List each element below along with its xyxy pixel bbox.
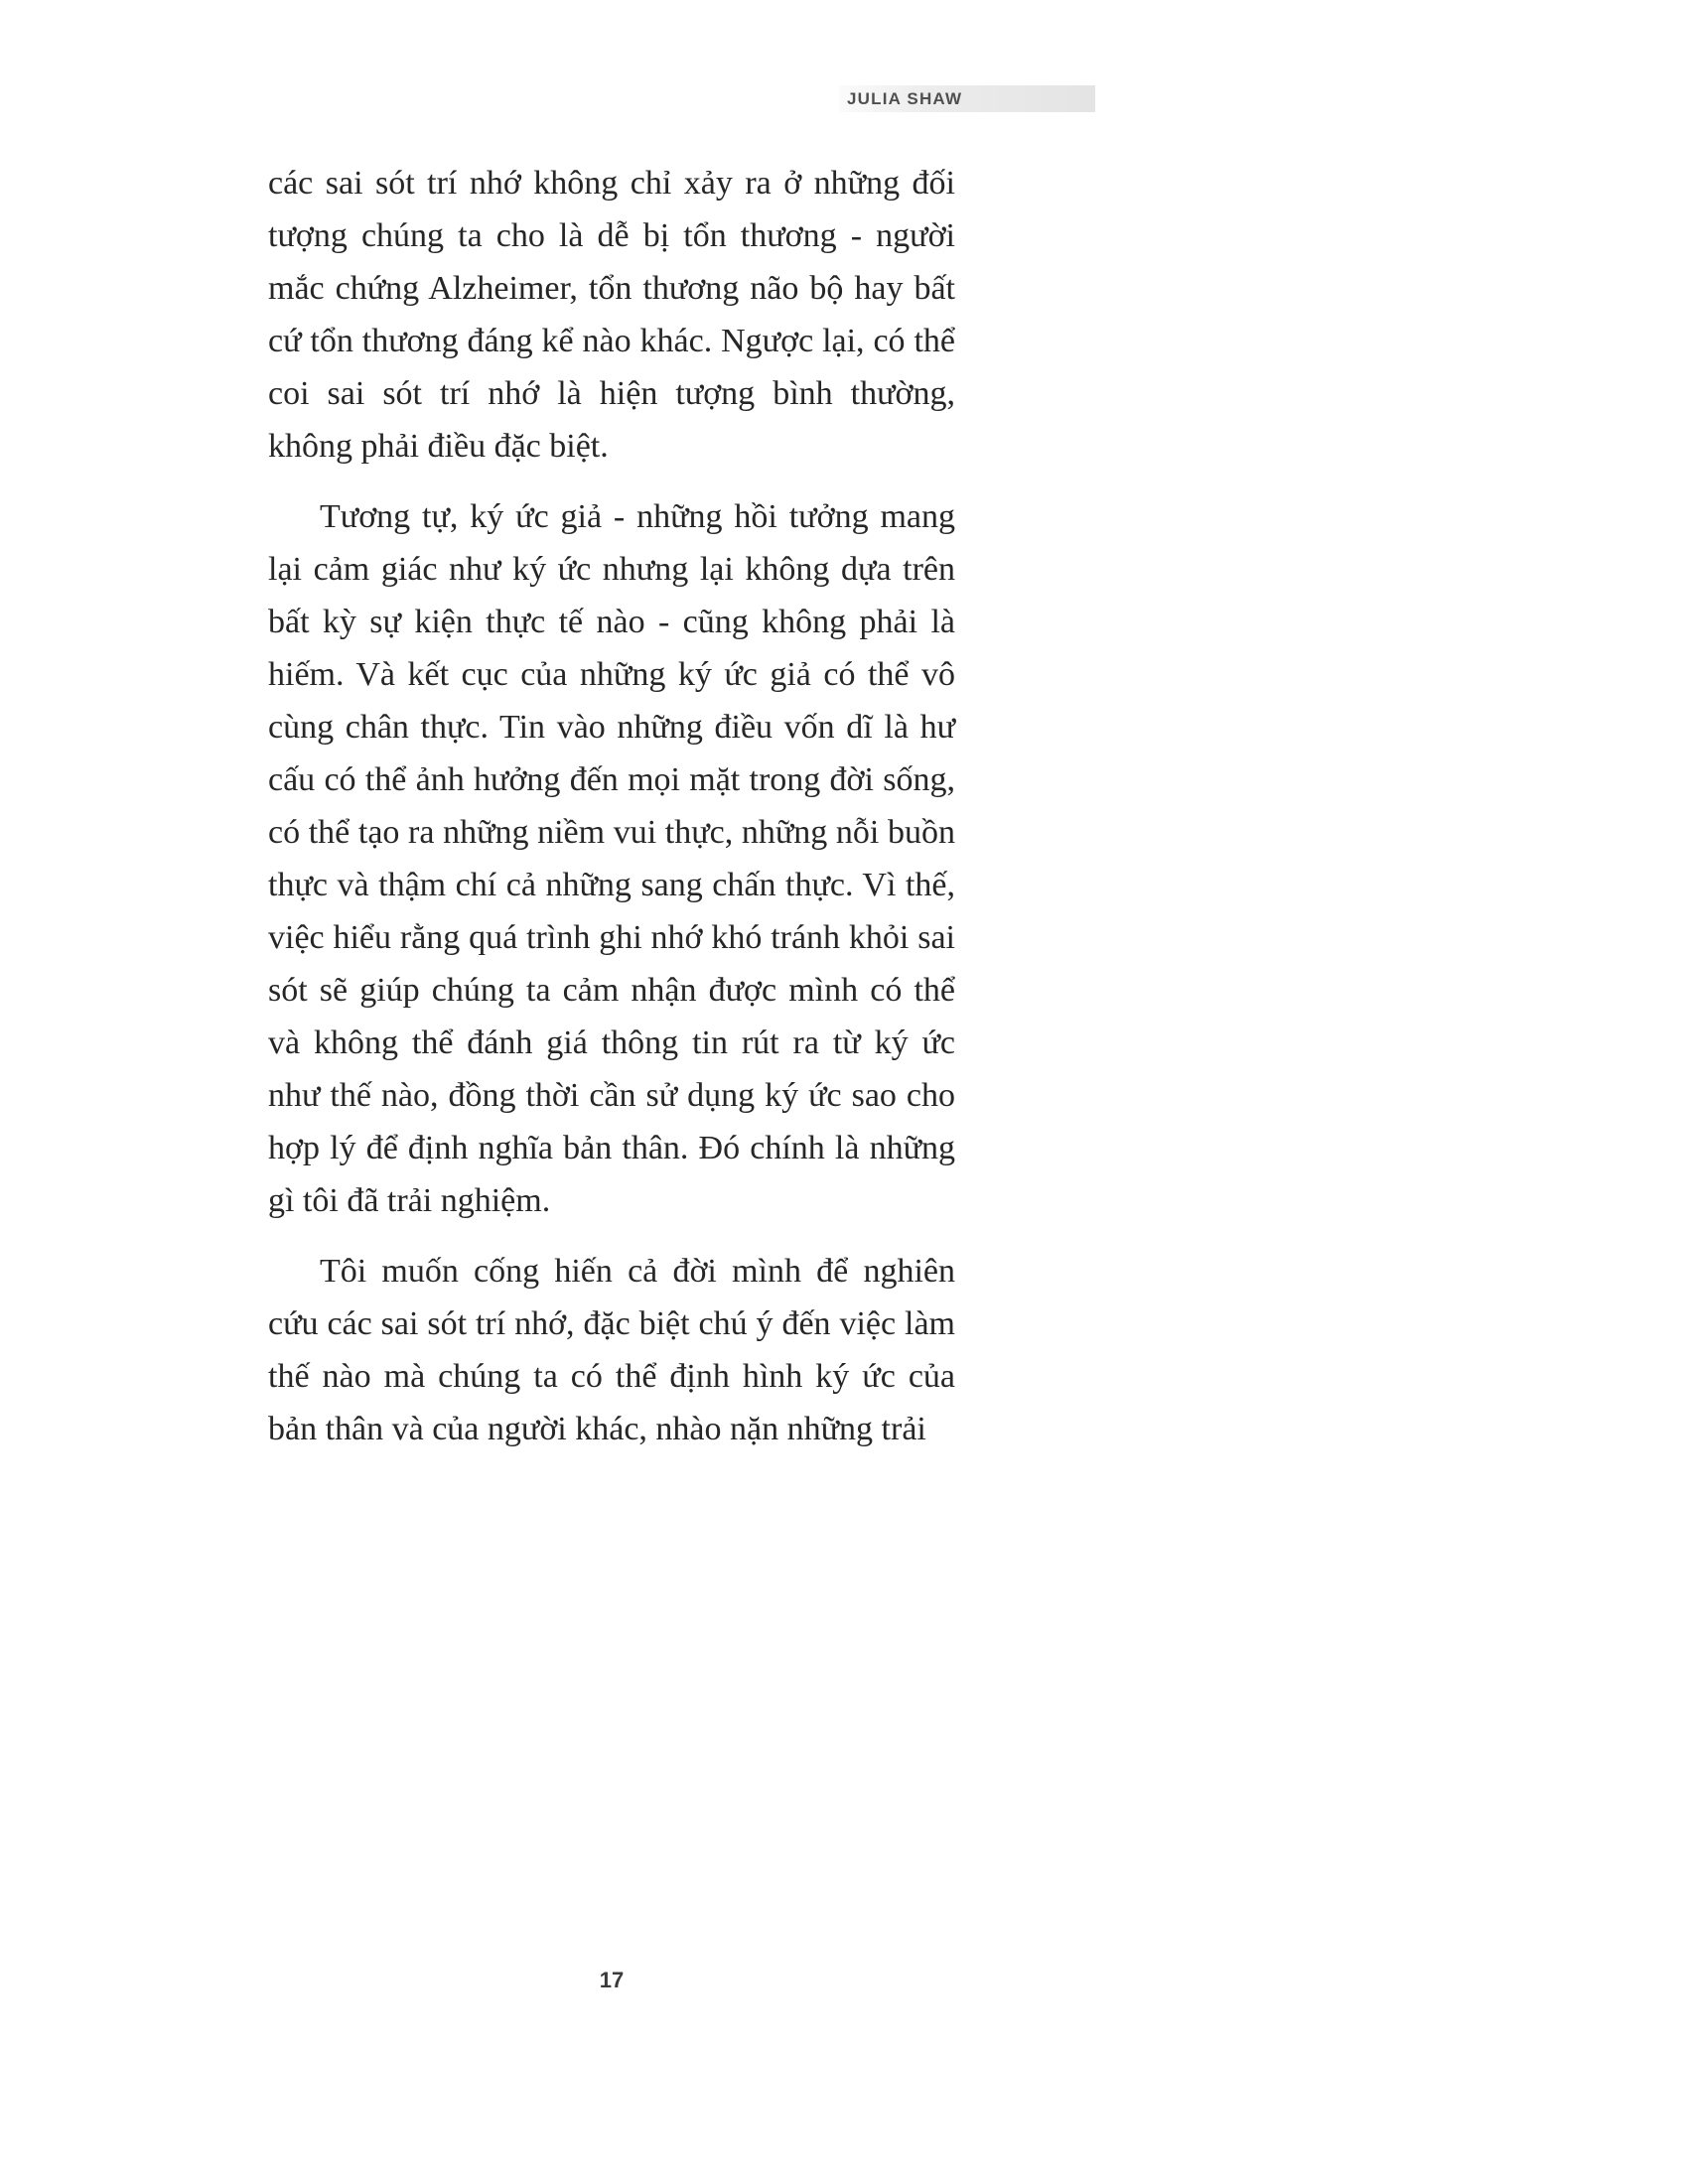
body-text — [268, 157, 955, 1473]
paragraph-3: Tôi muốn cống hiến cả đời mình để nghiên cứu các sai sót trí nhớ, đặc biệt chú ý đến việc làm thế nào mà chúng ta có thể định hình ký ức của bản thân và của người khác, nhào nặn những trải — [268, 1253, 955, 1447]
running-header-bar — [839, 85, 1095, 112]
paragraph-2: Tương tự, ký ức giả - những hồi tưởng mang lại cảm giác như ký ức nhưng lại không dựa trên bất kỳ sự kiện thực tế nào - cũng không phải là hiếm. Và kết cục của những ký ức giả có thể vô cùng chân thực. Tin vào những điều vốn dĩ là hư cấu có thể ảnh hưởng đến mọi mặt trong đời sống, có thể tạo ra những niềm vui thực, những nỗi buồn thực và thậm chí cả những sang chấn thực. Vì thế, việc hiểu rằng quá trình ghi nhớ khó tránh khỏi sai sót sẽ giúp chúng ta cảm nhận được mình có thể và không thể đánh giá thông tin rút ra từ ký ức như thế nào, đồng thời cần sử dụng ký ức sao cho hợp lý để định nghĩa bản thân. Đó chính là những gì tôi đã trải nghiệm. — [268, 498, 955, 1219]
page-number: 17 — [599, 1968, 625, 1992]
paragraph-1: các sai sót trí nhớ không chỉ xảy ra ở những đối tượng chúng ta cho là dễ bị tổn thương - người mắc chứng Alzheimer, tổn thương não bộ hay bất cứ tổn thương đáng kể nào khác. Ngược lại, có thể coi sai sót trí nhớ là hiện tượng bình thường, không phải điều đặc biệt. — [268, 165, 955, 465]
running-header-author: JULIA SHAW — [847, 88, 963, 108]
